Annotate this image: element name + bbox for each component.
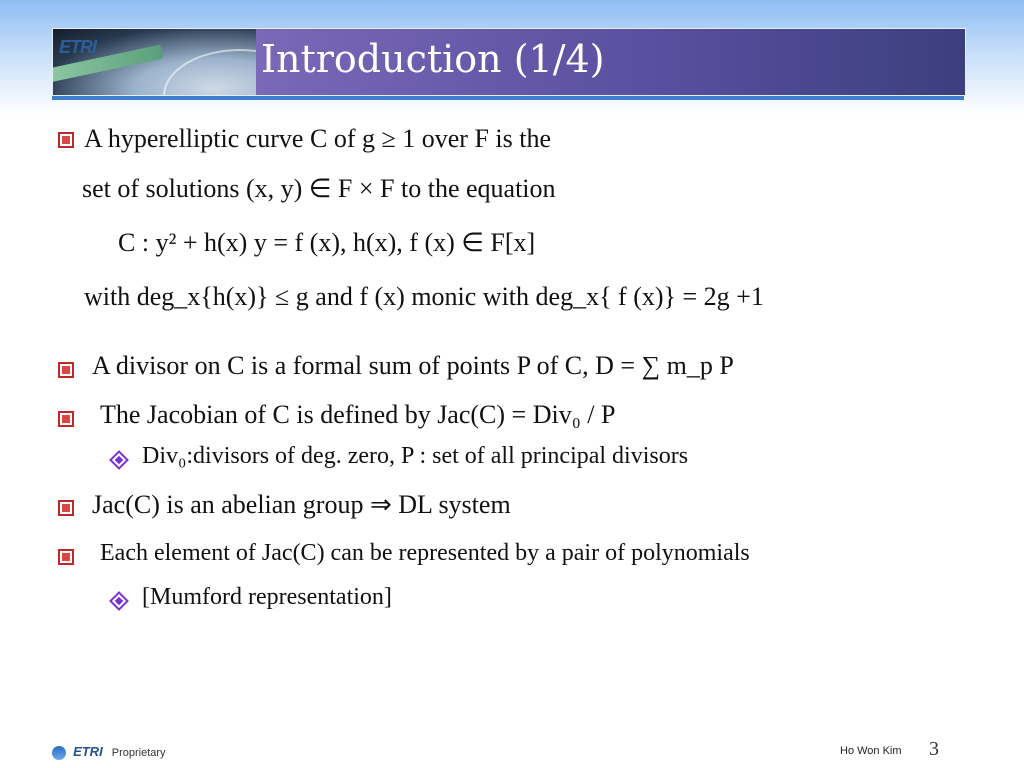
bullet-1-line-1: A hyperelliptic curve C of g ≥ 1 over F is the — [84, 124, 552, 153]
globe-icon — [52, 746, 66, 760]
sub-bullet-diamond-icon — [109, 450, 129, 470]
footer-label: Proprietary — [111, 747, 166, 759]
equation-curve: C : y² + h(x) y = f (x), h(x), f (x) ∈ F[x] — [118, 228, 536, 257]
slide-title: Introduction (1/4) — [261, 37, 605, 81]
footer-logo — [52, 744, 166, 760]
footer-author: Ho Won Kim — [840, 745, 902, 757]
bullet-4-text: Jac(C) is an abelian group ⇒ DL system — [92, 490, 511, 519]
header-logo-text: ETRI — [59, 37, 97, 57]
bullet-icon — [58, 411, 74, 427]
bullet-2-text: A divisor on C is a formal sum of points P of C, D = ∑ m_p P — [92, 351, 734, 380]
sub-bullet-diamond-icon — [109, 591, 129, 611]
bullet-1-line-4: with deg_x{h(x)} ≤ g and f (x) monic with deg_x{ f (x)} = 2g +1 — [84, 282, 764, 311]
footer-brand: ETRI — [73, 744, 103, 759]
bullet-1-line-2: set of solutions (x, y) ∈ F × F to the equation — [82, 174, 556, 203]
bullet-5-text: Each element of Jac(C) can be represented by a pair of polynomials — [100, 540, 750, 566]
bullet-3-text: The Jacobian of C is defined by Jac(C) = Div₀ / P — [100, 400, 616, 429]
bullet-5-sub-text: [Mumford representation] — [142, 584, 392, 610]
bullet-3-sub-text: Div₀:divisors of deg. zero, P : set of all principal divisors — [142, 443, 689, 469]
bullet-icon — [58, 132, 74, 148]
bullet-icon — [58, 549, 74, 565]
bullet-icon — [58, 362, 74, 378]
page-number: 3 — [929, 738, 939, 760]
bullet-icon — [58, 500, 74, 516]
